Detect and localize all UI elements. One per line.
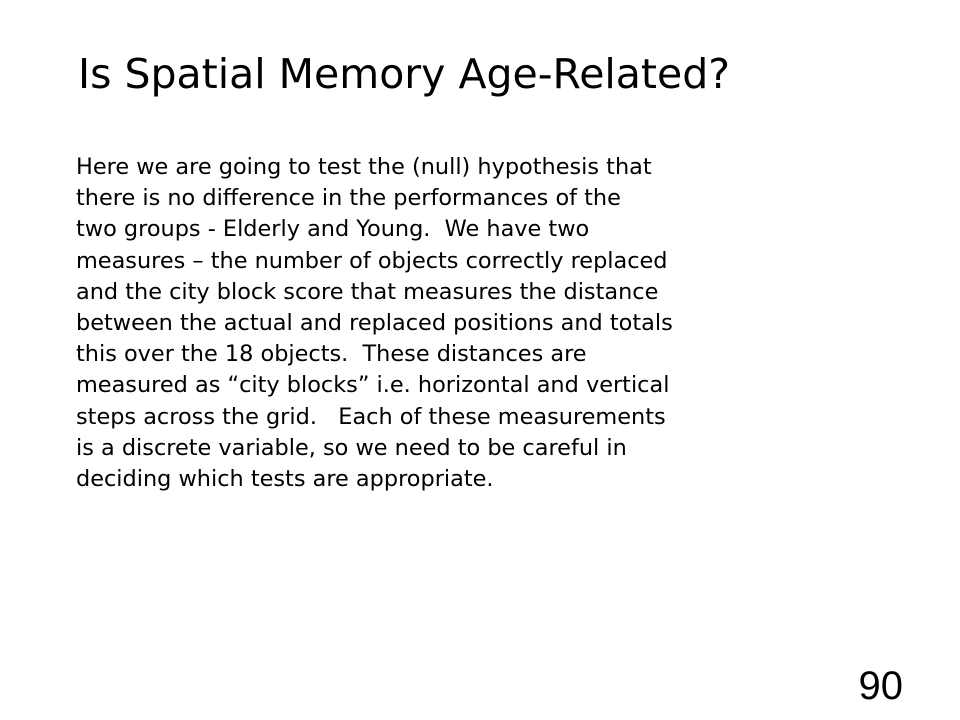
body-line: measures – the number of objects correctly replaced [76, 247, 668, 274]
body-line: measured as “city blocks” i.e. horizontal and vertical [76, 372, 670, 399]
body-line: and the city block score that measures the distance [76, 278, 659, 305]
page-number: 90 [858, 664, 903, 708]
body-line: between the actual and replaced positions and totals [76, 310, 673, 337]
body-line: deciding which tests are appropriate. [76, 466, 494, 493]
body-line: two groups - Elderly and Young. We have two [76, 216, 590, 243]
body-line: there is no difference in the performances of the [76, 185, 621, 212]
body-line: Here we are going to test the (null) hypothesis that [76, 154, 652, 180]
body-line: is a discrete variable, so we need to be careful in [76, 434, 627, 461]
body-paragraph [76, 152, 936, 495]
slide-title: Is Spatial Memory Age-Related? [78, 50, 731, 98]
body-line: steps across the grid. Each of these measurements [76, 403, 666, 430]
body-line: this over the 18 objects. These distances are [76, 341, 587, 368]
